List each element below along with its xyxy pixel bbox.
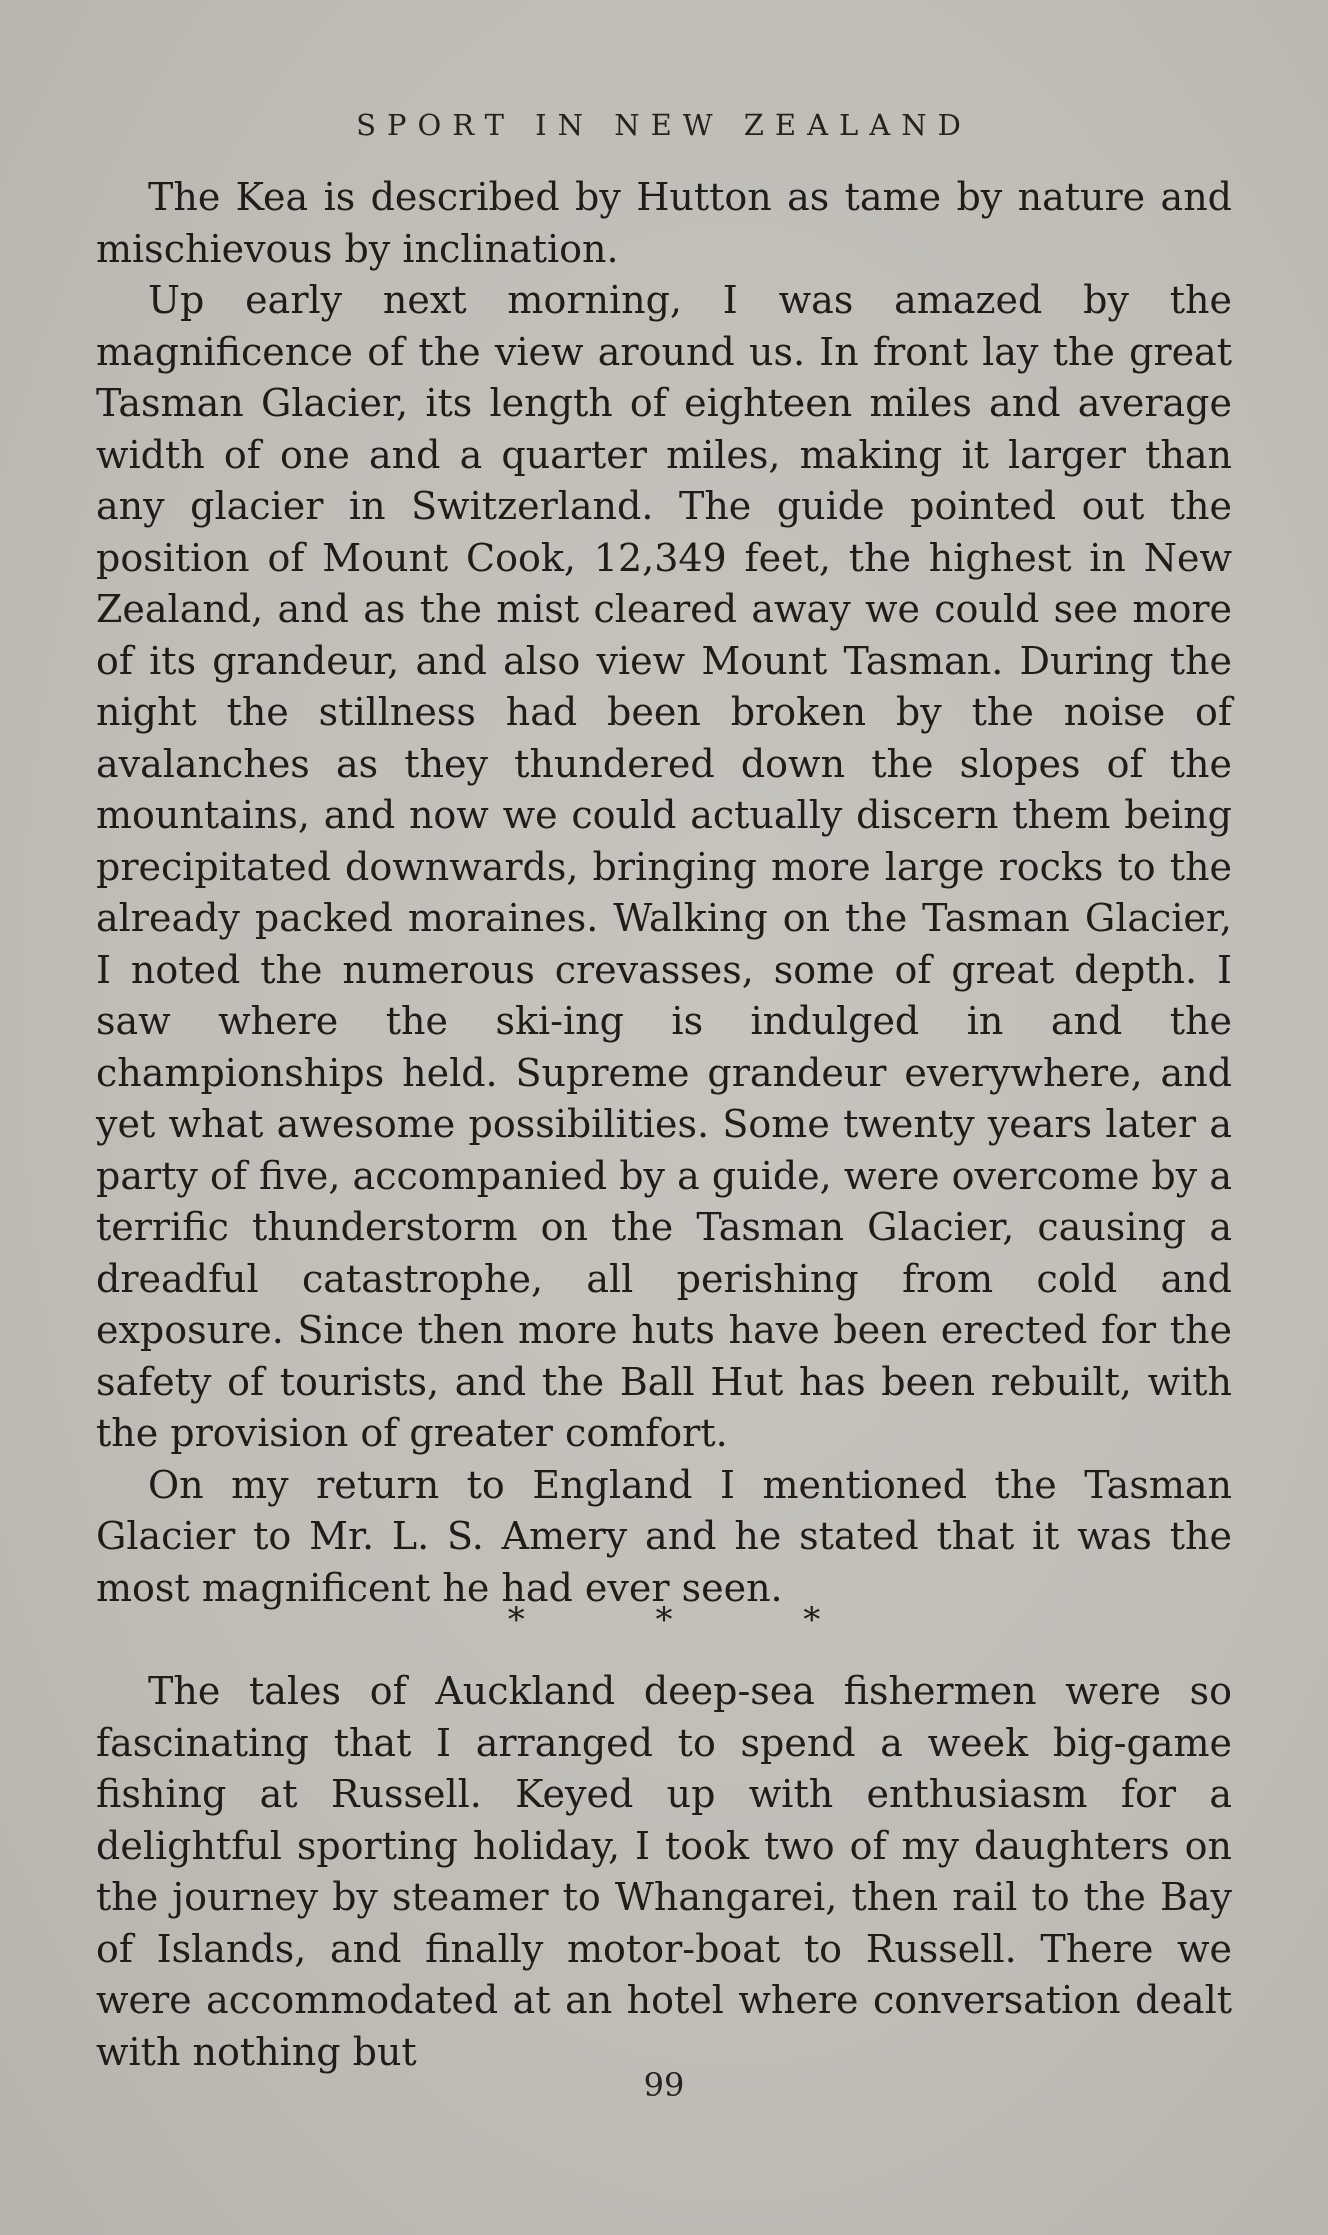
page-number: 99 — [643, 2066, 685, 2104]
paragraph-fishing: The tales of Auckland deep-sea fishermen were so fascinating that I arranged to spend a week big-game fishing at Russell. Keyed up with enthusiasm for a delightful sporting holiday, I took two of my daughters on the journey by steamer to Whangarei, then rail to the Bay of Islands, and finally motor-boat to Russell. There we were accommodated at an hotel where conversation dealt with nothing but — [96, 1669, 1232, 2074]
text-block-upper — [96, 172, 1232, 1614]
paragraph-amery: On my return to England I mentioned the Tasman Glacier to Mr. L. S. Amery and he stated that it was the most magnificent he had ever seen. — [96, 1462, 1232, 1610]
section-separator: * * * — [507, 1600, 821, 1640]
paragraph-kea: The Kea is described by Hutton as tame by nature and mischievous by inclination. — [96, 175, 1232, 271]
paragraph-tasman-glacier: Up early next morning, I was amazed by the magnificence of the view around us. In front lay the great Tasman Glacier, its length of eighteen miles and average width of one and a quarter miles, making it larger than any glacier in Switzerland. The guide pointed out the position of Mount Cook, 12,349 feet, the highest in New Zealand, and as the mist cleared away we could see more of its grandeur, and also view Mount Tasman. During the night the stillness had been broken by the noise of avalanches as they thundered down the slopes of the mountains, and now we could actually discern them being precipitated downwards, bringing more large rocks to the already packed moraines. Walking on the Tasman Glacier, I noted the numerous crevasses, some of great depth. I saw where the ski-ing is indulged in and the championships held. Supreme grandeur everywhere, and yet what awesome possibilities. Some twenty years later a party of five, accompanied by a guide, were overcome by a terrific thunderstorm on the Tasman Glacier, causing a dreadful catastrophe, all perishing from cold and exposure. Since then more huts have been erected for the safety of tourists, and the Ball Hut has been rebuilt, with the provision of greater comfort. — [96, 278, 1232, 1455]
running-head: SPORT IN NEW ZEALAND — [356, 108, 972, 142]
text-block-lower — [96, 1666, 1232, 2078]
